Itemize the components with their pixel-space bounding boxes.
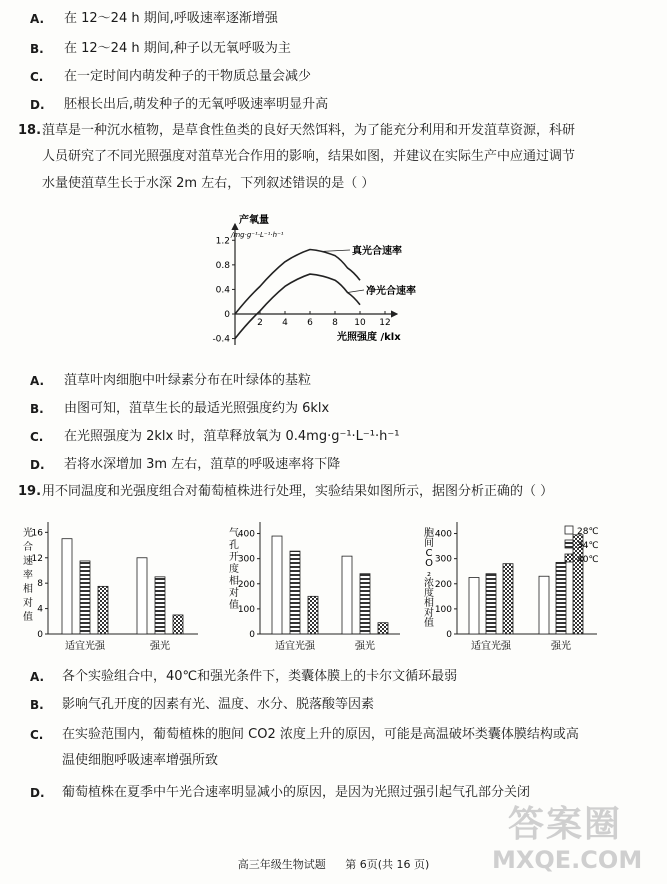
y-axis-label-char: 相	[424, 598, 434, 609]
y-tick-label: 100	[237, 604, 255, 615]
y-tick-label: 400	[237, 529, 255, 540]
y-axis-label-char: 度	[229, 564, 239, 575]
y-tick-label: 200	[237, 579, 255, 590]
y-tick-label: 200	[434, 579, 452, 590]
y-axis-label-char: 气	[229, 528, 239, 539]
q18-option-d: 若将水深增加 3m 左右，菹草的呼吸速率将下降	[64, 457, 341, 472]
q19-bar-chart-photosynthesis	[18, 518, 210, 660]
y-axis-label-char: 对	[424, 608, 434, 619]
series-2-leader	[348, 290, 365, 293]
bar-适宜光强-40℃	[98, 586, 108, 634]
q17-option-c-letter: C.	[30, 70, 44, 84]
y-tick-label: 0.8	[215, 260, 230, 271]
y-tick-label: 1.2	[215, 236, 230, 247]
x-category-label: 适宜光强	[471, 641, 511, 652]
legend-label-28℃: 28℃	[577, 527, 599, 537]
q18-line-3: 水量使菹草生长于水深 2m 左右，下列叙述错误的是（ ）	[42, 176, 375, 191]
y-axis-label-char: 值	[424, 618, 434, 629]
y-axis-label-char: O	[425, 558, 433, 569]
q19-option-d: 葡萄植株在夏季中午光合速率明显减小的原因，是因为光照过强引起气孔部分关闭	[62, 785, 531, 800]
y-tick-label: 16	[31, 528, 43, 539]
bar-适宜光强-40℃	[503, 564, 513, 634]
q18-option-a: 菹草叶肉细胞中叶绿素分布在叶绿体的基粒	[64, 373, 312, 388]
q17-option-a-letter: A.	[30, 12, 45, 26]
y-axis-label-char: 相	[23, 584, 33, 595]
bar-强光-34℃	[556, 562, 566, 634]
y-axis-label-char: 速	[23, 556, 33, 567]
bar-适宜光强-34℃	[486, 574, 496, 634]
q18-option-d-letter: D.	[30, 458, 45, 472]
q19-option-c-letter: C.	[30, 728, 44, 742]
x-category-label: 强光	[551, 641, 571, 652]
x-tick-label: 10	[354, 318, 366, 328]
footer-page-number: 第 6页(共 16 页)	[345, 858, 430, 871]
q19-option-a: 各个实验组合中，40℃和强光条件下，类囊体膜上的卡尔文循环最弱	[62, 669, 458, 684]
bar-强光-34℃	[155, 577, 165, 634]
x-category-label: 强光	[150, 641, 170, 652]
bar-强光-28℃	[342, 556, 352, 634]
y-tick-label: 4	[37, 604, 43, 615]
x-tick-label: 2	[257, 318, 263, 328]
legend-swatch-28℃	[565, 526, 573, 534]
q19-bar-chart-co2	[415, 518, 660, 660]
x-tick-label: 8	[332, 318, 338, 328]
series-line-2	[235, 274, 360, 339]
y-tick-label: 400	[434, 529, 452, 540]
y-tick-label: 0	[37, 630, 43, 640]
y-tick-label: 300	[434, 554, 452, 565]
y-axis-label-char: 浓	[424, 578, 434, 589]
y-axis-label-char: 光	[23, 528, 33, 539]
bar-强光-28℃	[539, 576, 549, 634]
y-axis-label-char: 值	[229, 600, 239, 611]
bar-适宜光强-40℃	[308, 596, 318, 634]
q17-option-d-letter: D.	[30, 98, 45, 112]
y-tick-label: 0	[446, 630, 452, 640]
y-tick-label: 0.4	[215, 285, 230, 296]
q19-option-a-letter: A.	[30, 670, 45, 684]
y-tick-label: -0.4	[212, 334, 230, 345]
y-tick-label: 100	[434, 604, 452, 615]
series-2-label: 净光合速率	[366, 286, 416, 297]
y-axis-label-char: 孔	[229, 540, 239, 551]
legend-swatch-40℃	[565, 554, 573, 562]
q17-option-c: 在一定时间内萌发种子的干物质总量会减少	[64, 69, 312, 84]
q17-option-b: 在 12～24 h 期间,种子以无氧呼吸为主	[64, 41, 291, 56]
bar-强光-40℃	[378, 623, 388, 634]
q18-option-c: 在光照强度为 2klx 时，菹草释放氧为 0.4mg·g⁻¹·L⁻¹·h⁻¹	[64, 429, 400, 444]
series-1-leader	[323, 250, 351, 251]
bar-强光-28℃	[137, 558, 147, 634]
legend-swatch-34℃	[565, 540, 573, 548]
x-category-label: 适宜光强	[275, 641, 315, 652]
bar-适宜光强-28℃	[62, 539, 72, 634]
q18-option-b-letter: B.	[30, 402, 44, 416]
watermark-url: MXQE.COM	[492, 846, 643, 874]
q18-option-c-letter: C.	[30, 430, 44, 444]
y-axis-label-char: 合	[23, 542, 33, 553]
x-category-label: 强光	[355, 641, 375, 652]
y-axis-label-char: 度	[424, 588, 434, 599]
q19-number: 19.	[18, 484, 42, 499]
q19-bar-chart-stomata	[220, 518, 412, 660]
y-axis-label-char: ₂	[426, 568, 432, 579]
y-tick-label: 0	[249, 630, 255, 640]
q19-option-c: 在实验范围内，葡萄植株的胞间 CO2 浓度上升的原因，可能是高温破坏类囊体膜结构或高	[62, 727, 579, 742]
q18-line-1: 菹草是一种沉水植物，是草食性鱼类的良好天然饵料，为了能充分利用和开发菹草资源，科研	[42, 123, 576, 138]
bar-适宜光强-28℃	[469, 577, 479, 634]
x-category-label: 适宜光强	[65, 641, 105, 652]
q19-option-c-cont: 温使细胞呼吸速率增强所致	[62, 753, 219, 768]
bar-适宜光强-34℃	[290, 551, 300, 634]
bar-适宜光强-34℃	[80, 561, 90, 634]
legend-label-34℃: 34℃	[577, 541, 599, 551]
x-tick-label: 6	[307, 318, 313, 328]
q19-option-b-letter: B.	[30, 698, 44, 712]
q18-number: 18.	[18, 123, 42, 138]
bar-强光-40℃	[173, 615, 183, 634]
x-axis-label: 光照强度 /klx	[337, 332, 401, 343]
q19-line-1: 用不同温度和光强度组合对葡萄植株进行处理，实验结果如图所示，据图分析正确的（ ）	[42, 484, 554, 499]
q18-line-chart	[200, 210, 460, 355]
y-axis-label-char: 间	[424, 538, 434, 549]
q17-option-d: 胚根长出后,萌发种子的无氧呼吸速率明显升高	[64, 97, 329, 112]
q18-option-b: 由图可知，菹草生长的最适光照强度约为 6klx	[64, 401, 330, 416]
legend-label-40℃: 40℃	[577, 555, 599, 565]
y-tick-label: 0	[224, 310, 230, 320]
y-axis-label-char: 对	[229, 588, 239, 599]
y-tick-label: 12	[31, 553, 43, 564]
x-tick-label: 4	[282, 318, 288, 328]
q18-option-a-letter: A.	[30, 374, 45, 388]
y-axis-label-char: 胞	[424, 528, 434, 539]
watermark-logo: 答案圈	[508, 804, 623, 845]
q17-option-a: 在 12～24 h 期间,呼吸速率逐渐增强	[64, 11, 278, 26]
y-axis-label-char: C	[425, 548, 433, 559]
q17-option-b-letter: B.	[30, 42, 44, 56]
q19-option-b: 影响气孔开度的因素有光、温度、水分、脱落酸等因素	[62, 697, 375, 712]
y-axis-label: 产氧量	[239, 215, 269, 226]
q18-line-2: 人员研究了不同光照强度对菹草光合作用的影响，结果如图，并建议在实际生产中应通过调节	[42, 149, 576, 164]
q19-option-d-letter: D.	[30, 786, 45, 800]
y-tick-label: 300	[237, 554, 255, 565]
y-axis-label-char: 率	[23, 570, 33, 581]
footer-title: 高三年级生物试题	[237, 858, 326, 871]
y-axis-label-char: 对	[23, 598, 33, 609]
x-tick-label: 12	[379, 318, 391, 328]
y-axis-label-char: 值	[23, 612, 33, 623]
bar-强光-34℃	[360, 574, 370, 634]
series-1-label: 真光合速率	[352, 246, 402, 257]
y-axis-unit: /mg·g⁻¹·L⁻¹·h⁻¹	[231, 231, 284, 239]
y-tick-label: 8	[37, 579, 43, 590]
bar-适宜光强-28℃	[272, 536, 282, 634]
y-axis-label-char: 开	[229, 552, 239, 563]
y-axis-label-char: 相	[229, 576, 239, 587]
series-line-1	[235, 250, 360, 315]
